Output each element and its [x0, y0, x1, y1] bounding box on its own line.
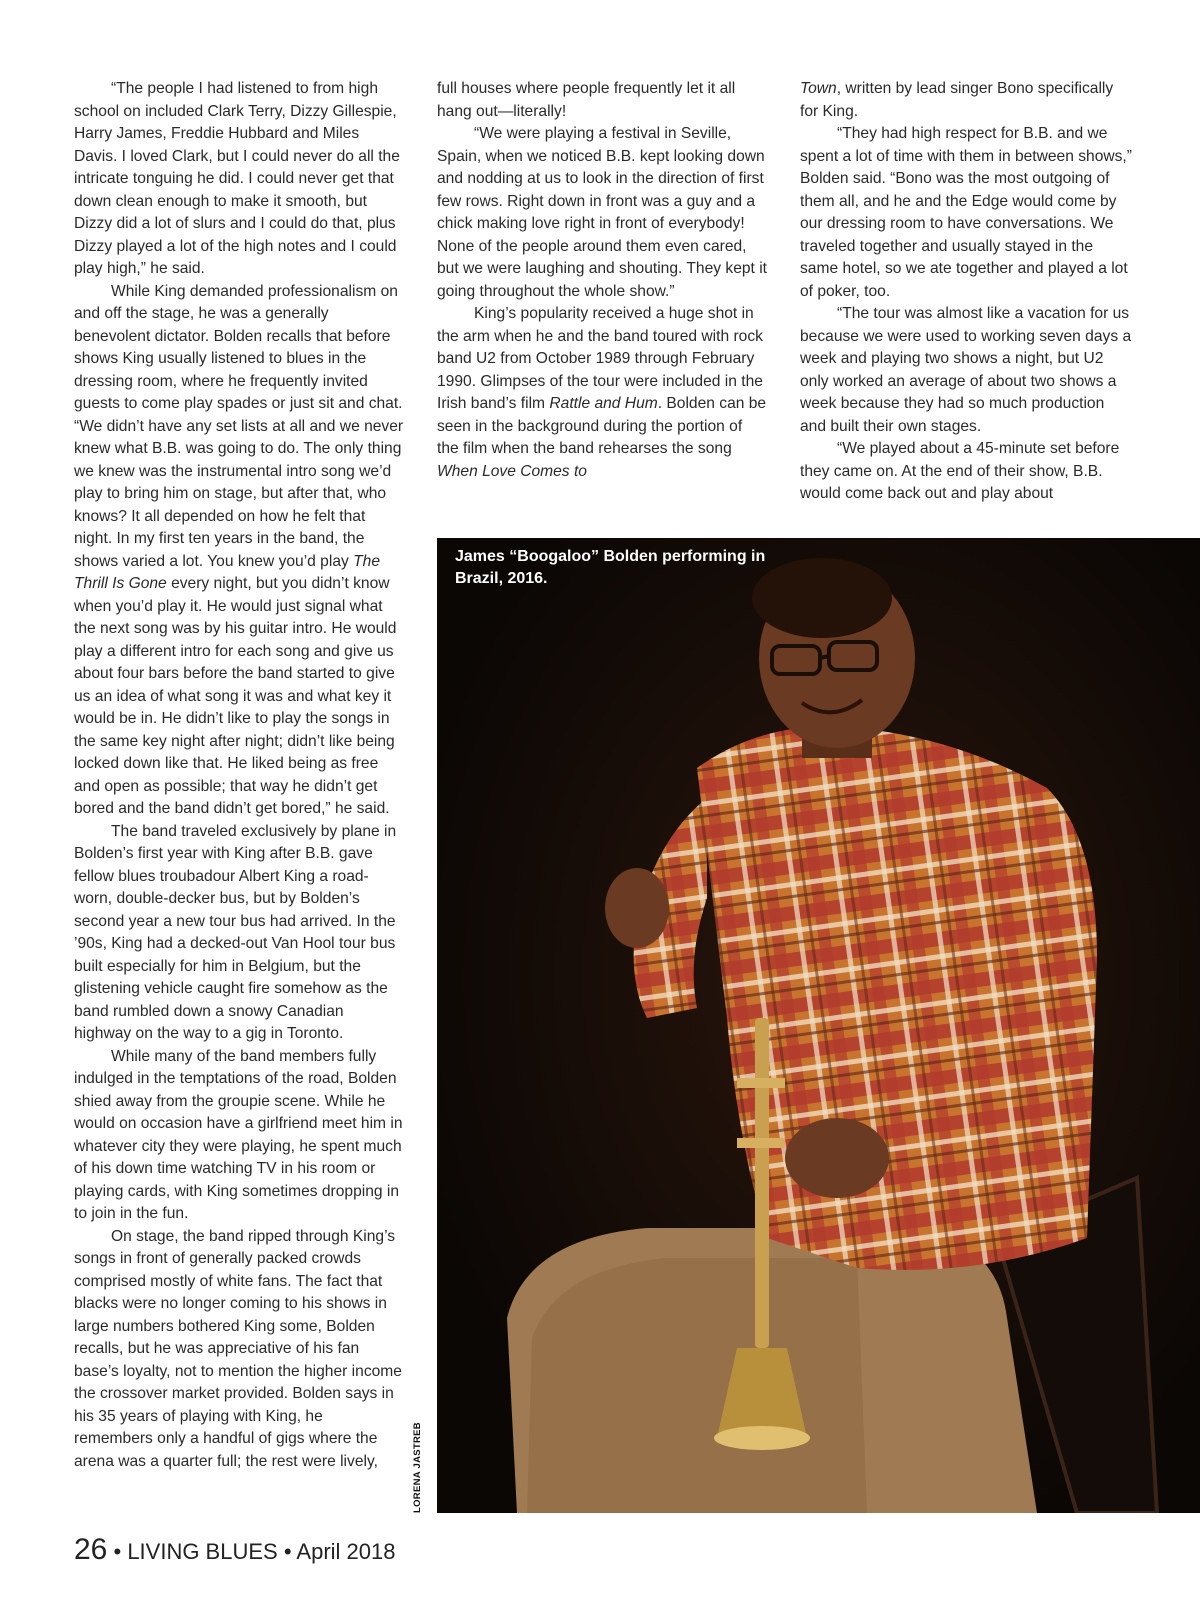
- paragraph: “They had high respect for B.B. and we spent a lot of time with them in between shows,” Bolden said. “Bono was the most outgoing of them all, and he and the Edge would come by our dressing room to have conversations. We traveled together and usually stayed in the same hotel, so we ate together and played a lot of poker, too.: [800, 125, 1132, 300]
- paragraph: “We played about a 45-minute set before they came on. At the end of their show, B.B. would come back out and play about: [800, 440, 1120, 502]
- paragraph: [437, 303, 767, 483]
- article-column-3: [800, 78, 1132, 506]
- footer-separator: •: [277, 1539, 297, 1564]
- magazine-name: LIVING BLUES: [127, 1539, 278, 1564]
- paragraph: “The tour was almost like a vacation for us because we were used to working seven days a week and playing two shows a night, but U2 only worked an average of about two shows a week because they had so much production and built their own stages.: [800, 305, 1132, 435]
- paragraph: The band traveled exclusively by plane in Bolden’s first year with King after B.B. gave fellow blues troubadour Albert King a road-worn, double-decker bus, but by Bolden’s second year a new tour bus had arrived. In the ’90s, King had a decked-out Van Hool tour bus built especially for him in Belgium, but the glistening vehicle caught fire somehow as the band rumbled down a snowy Canadian highway on the way to a gig in Toronto.: [74, 822, 397, 1042]
- footer-separator: •: [107, 1539, 128, 1564]
- film-title: Rattle and Hum: [549, 395, 658, 412]
- paragraph: While many of the band members fully indulged in the temptations of the road, Bolden shied away from the groupie scene. While he would on occasion have a girlfriend meet him in whatever city they were playing, he spent much of his down time watching TV in his room or playing cards, with King sometimes dropping in to join in the fun.: [74, 1047, 403, 1222]
- photo-caption: James “Boogaloo” Bolden performing in Brazil, 2016.: [455, 548, 766, 587]
- paragraph: [800, 78, 1132, 123]
- article-column-2: [437, 78, 767, 483]
- text-run: King’s popularity received a huge shot in the arm when he and the band toured with rock band U2 from October 1989 through February 1990. Glimpses of the tour were included in the Irish band’s film: [437, 305, 763, 412]
- song-title: The Thrill Is Gone: [74, 552, 381, 592]
- issue-date: April 2018: [296, 1539, 396, 1564]
- paragraph: On stage, the band ripped through King’s songs in front of generally packed crowds comprised mostly of white fans. The fact that blacks were no longer coming to his shows in large numbers bothered King some, Bolden recalls, but he was appreciative of his fan base’s loyalty, not to mention the higher income the crossover market provided. Bolden says in his 35 years of playing with King, he remembers only a handful of gigs where the arena was a quarter full; the rest were lively,: [74, 1227, 402, 1470]
- text-run: . Bolden can be seen in the background during the portion of the film when the band rehearses the song: [437, 395, 767, 457]
- paragraph: full houses where people frequently let it all hang out—literally!: [437, 80, 736, 120]
- page-number: 26: [74, 1533, 108, 1566]
- paragraph: “We were playing a festival in Seville, Spain, when we noticed B.B. kept looking down and nodding at us to look in the direction of first few rows. Right down in front was a guy and a chick making love right in front of everybody! None of the people around them even cared, but we were laughing and shouting. They kept it going throughout the whole show.”: [437, 125, 767, 300]
- paragraph: “The people I had listened to from high school on included Clark Terry, Dizzy Gillespie, Harry James, Freddie Hubbard and Miles Davis. I loved Clark, but I could never do all the intricate tonguing he did. I could never get that down clean enough to make it smooth, but Dizzy did a lot of slurs and I could do that, plus Dizzy played a lot of the high notes and I could play high,” he said.: [74, 80, 400, 277]
- text-run: every night, but you didn’t know when you’d play it. He would just signal what the next song was by his guitar intro. He would play a different intro for each song and give us about four bars before the band started to give us an idea of what song it was and what key it would be in. He didn’t like to play the songs in the same key night after night; didn’t like being locked down like that. He liked being as free and open as possible; that way he didn’t get bored and the band didn’t get bored,” he said.: [74, 575, 397, 817]
- performer-photo: [437, 538, 1200, 1513]
- article-column-1: [74, 78, 404, 1473]
- text-run: While King demanded professionalism on and off the stage, he was a generally benevolent dictator. Bolden recalls that before shows King usually listened to blues in the dressing room, where he frequently invited guests to come play spades or just sit and chat. “We didn’t have any set lists at all and we never knew what B.B. was going to do. The only thing we knew was the instrumental intro song we’d play to bring him on stage, but after that, who knows? It all depended on how he felt that night. In my first ten years in the band, the shows varied a lot. You knew you’d play: [74, 282, 404, 570]
- song-title: Town: [800, 80, 837, 97]
- text-run: , written by lead singer Bono specifically for King.: [800, 80, 1114, 120]
- page-footer: [74, 1533, 396, 1567]
- photo-credit: LORENA JASTREB: [412, 1422, 423, 1513]
- photo-illustration: [437, 538, 1200, 1513]
- paragraph: [74, 281, 404, 821]
- song-title: When Love Comes to: [437, 462, 587, 480]
